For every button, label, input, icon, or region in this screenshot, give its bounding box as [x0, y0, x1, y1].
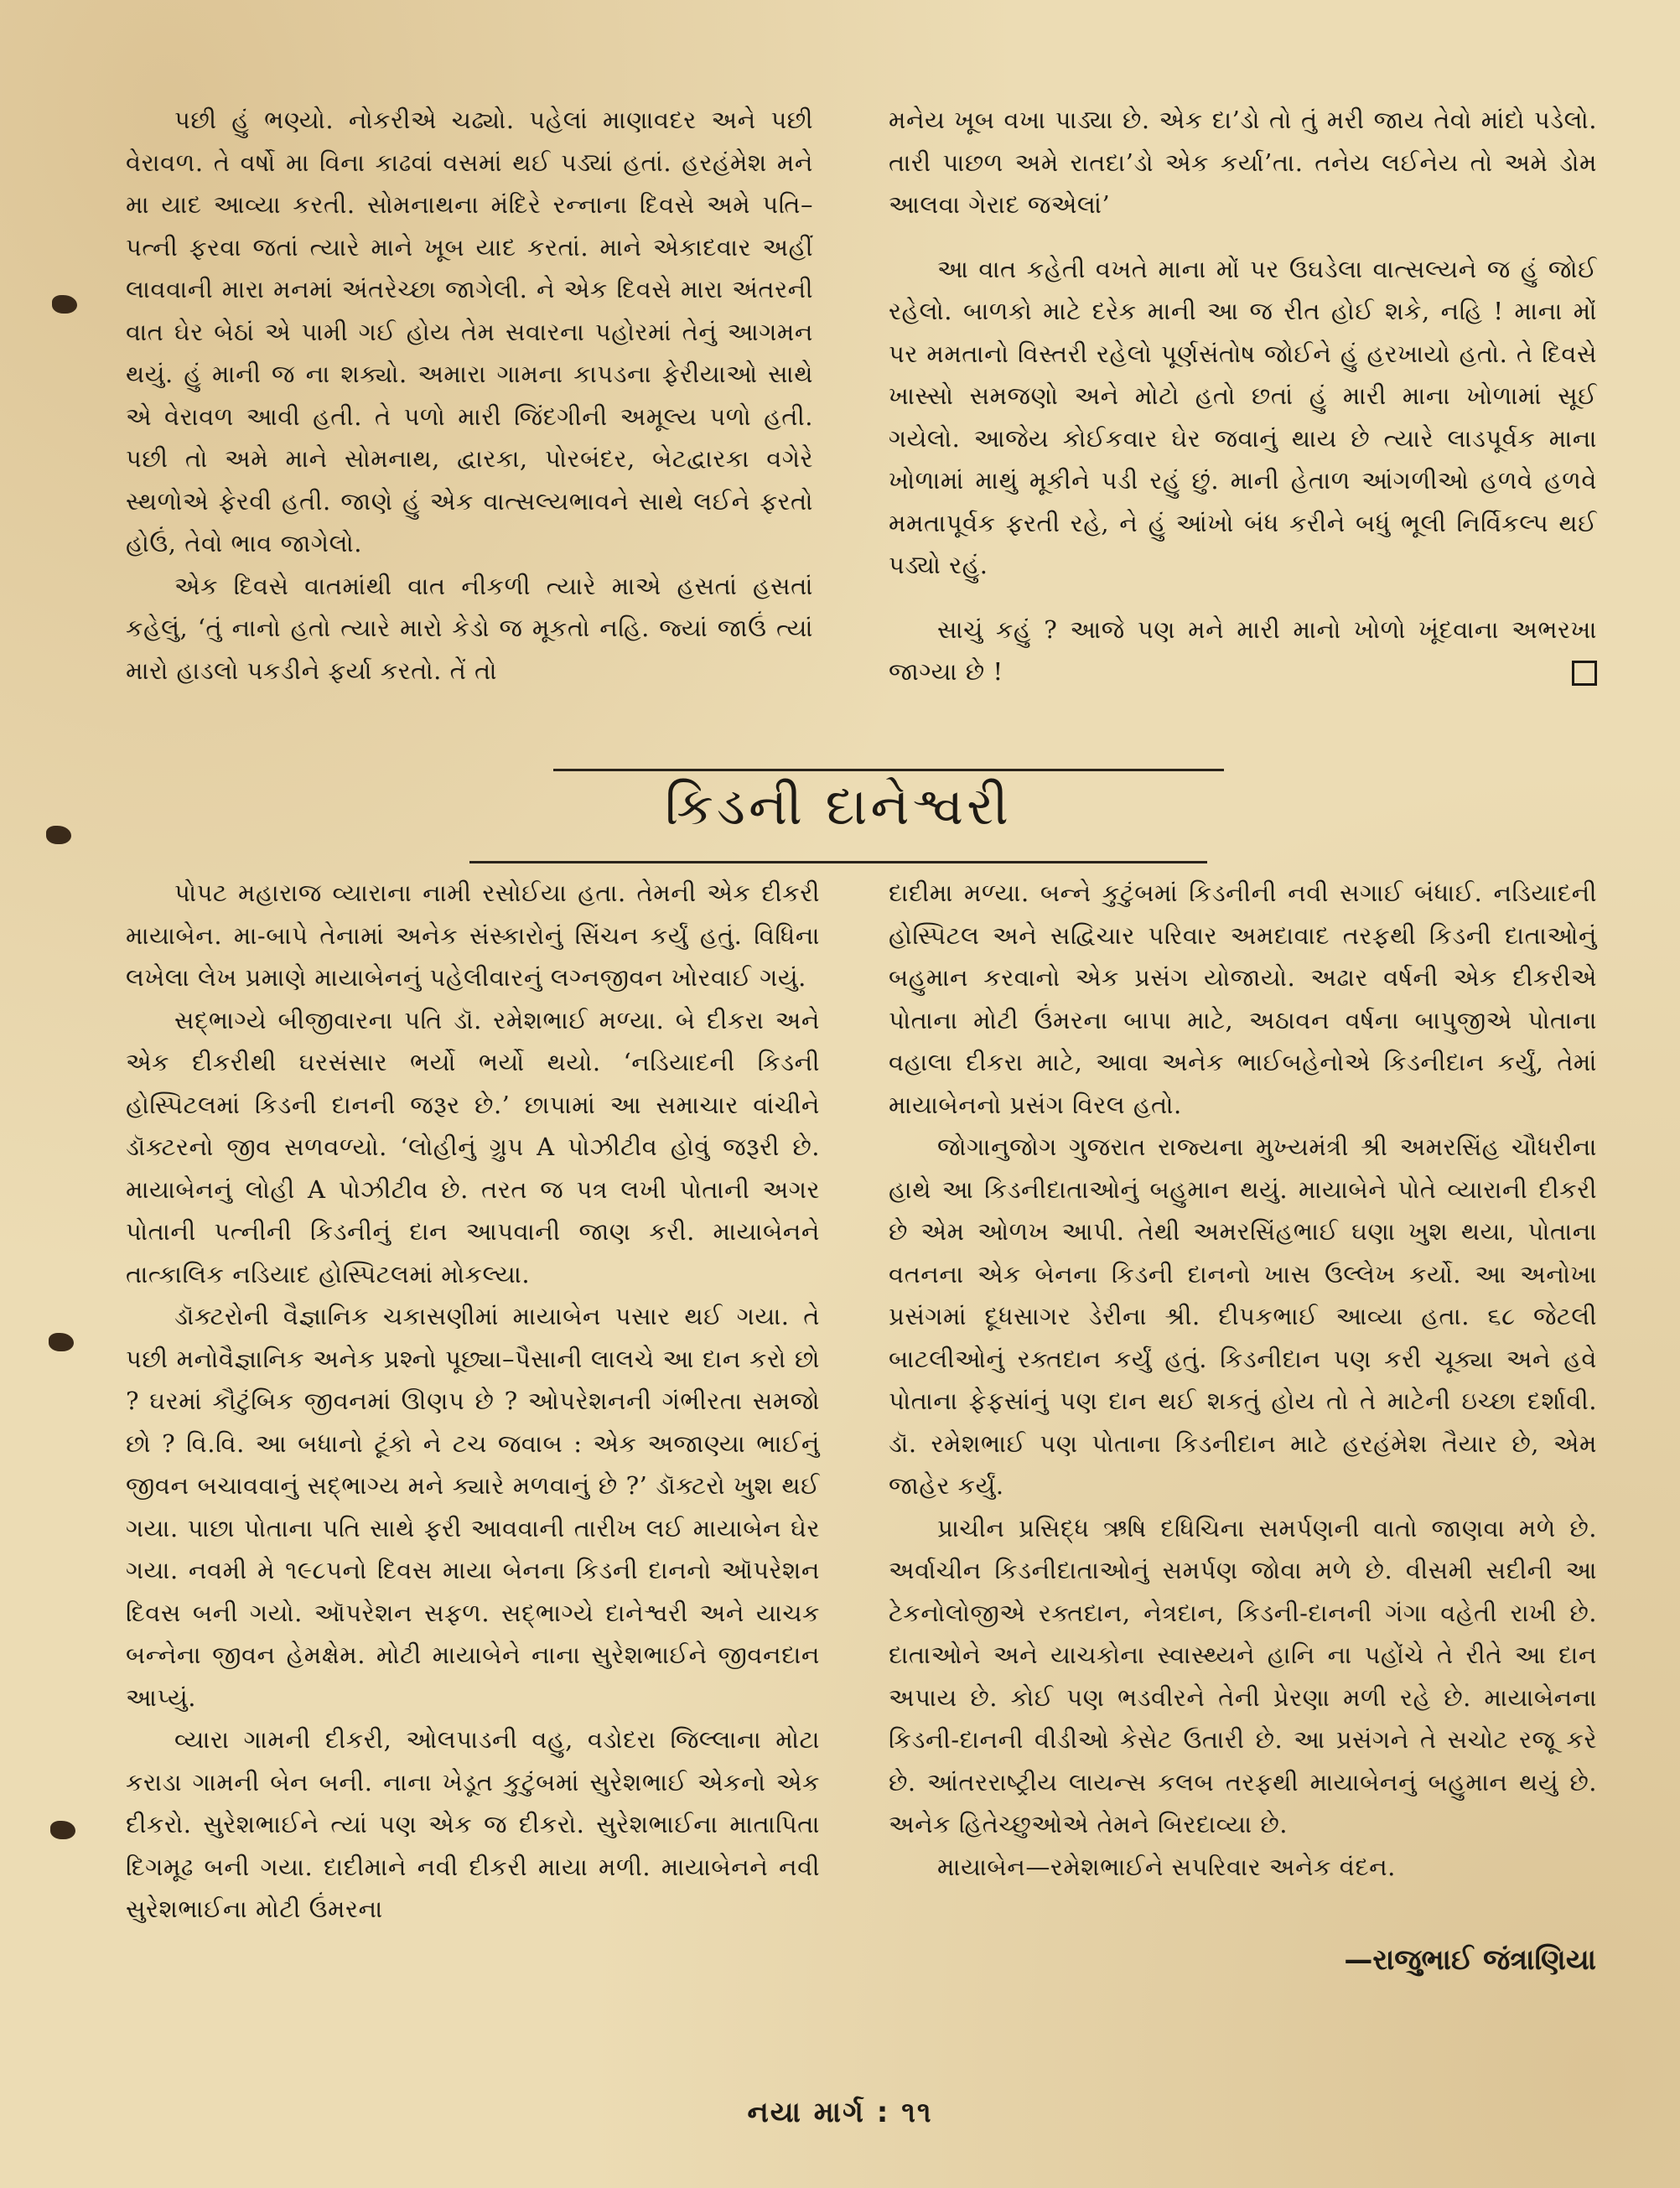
title-bottom-rule	[469, 861, 1207, 863]
body-paragraph: જોગાનુજોગ ગુજરાત રાજ્યના મુખ્યમંત્રી શ્રી અમરસિંહ ચૌધરીના હાથે આ કિડનીદાતાઓનું બહુમાન થયું. માયાબેને પોતે વ્યારાની દીકરી છે એમ ઓળખ આપી. તેથી અમરસિંહભાઈ ઘણા ખુશ થયા, પોતાના વતનના એક બેનના કિડની દાનનો ખાસ ઉલ્લેખ કર્યો. આ અનોખા પ્રસંગમાં દૂધસાગર ડેરીના શ્રી. દીપકભાઈ આવ્યા હતા. ૬૮ જેટલી બાટલીઓનું રક્તદાન કર્યું હતું. કિડનીદાન પણ કરી ચૂક્યા અને હવે પોતાના ફેફસાંનું પણ દાન થઈ શકતું હોય તો તે માટેની ઇચ્છા દર્શાવી. ડૉ. રમેશભાઈ પણ પોતાના કિડનીદાન માટે હરહંમેશ તૈયાર છે, એમ જાહેર કર્યું.	[889, 1133, 1597, 1500]
punch-hole-mark	[50, 1821, 75, 1839]
punch-hole-mark	[46, 826, 71, 844]
body-paragraph: ડૉક્ટરોની વૈજ્ઞાનિક ચકાસણીમાં માયાબેન પસાર થઈ ગયા. તે પછી મનોવૈજ્ઞાનિક અનેક પ્રશ્નો પૂછ્યા–પૈસાની લાલચે આ દાન કરો છો ? ઘરમાં કૌટુંબિક જીવનમાં ઊણપ છે ? ઓપરેશનની ગંભીરતા સમજો છો ? વિ.વિ. આ બધાનો ટૂંકો ને ટચ જવાબ : એક અજાણ્યા ભાઈનું જીવન બચાવવાનું સદ્ભાગ્ય મને ક્યારે મળવાનું છે ?’ ડૉક્ટરો ખુશ થઈ ગયા. પાછા પોતાના પતિ સાથે ફરી આવવાની તારીખ લઈ માયાબેન ઘેર ગયા. નવમી મે ૧૯૮૫નો દિવસ માયા બેનના કિડની દાનનો ઑપરેશન દિવસ બની ગયો. ઑપરેશન સફળ. સદ્ભાગ્યે દાનેશ્વરી અને યાચક બન્નેના જીવન હેમક્ષેમ. મોટી માયાબેને નાના સુરેશભાઈને જીવનદાન આપ્યું.	[126, 1302, 820, 1712]
article-title: કિડની દાનેશ્વરી	[665, 775, 1012, 837]
body-paragraph: પછી હું ભણ્યો. નોકરીએ ચઢ્યો. પહેલાં માણાવદર અને પછી વેરાવળ. તે વર્ષો મા વિના કાઢવાં વસમાં થઈ પડ્યાં હતાં. હરહંમેશ મને મા યાદ આવ્યા કરતી. સોમનાથના મંદિરે રન્નાના દિવસે અમે પતિ–પત્ની ફરવા જતાં ત્યારે માને ખૂબ યાદ કરતાં. માને એકાદવાર અહીં લાવવાની મારા મનમાં અંતરેચ્છા જાગેલી. ને એક દિવસે મારા અંતરની વાત ઘેર બેઠાં એ પામી ગઈ હોય તેમ સવારના પહોરમાં તેનું આગમન થયું. હું માની જ ના શક્યો. અમારા ગામના કાપડના ફેરીયાઓ સાથે એ વેરાવળ આવી હતી. તે પળો મારી જિંદગીની અમૂલ્ય પળો હતી. પછી તો અમે માને સોમનાથ, દ્વારકા, પોરબંદર, બેટદ્વારકા વગેરે સ્થળોએ ફેરવી હતી. જાણે હું એક વાત્સલ્યભાવને સાથે લઈને ફરતો હોઉં, તેવો ભાવ જાગેલો.	[126, 106, 813, 557]
body-paragraph: મનેય ખૂબ વખા પાડ્યા છે. એક દા’ડો તો તું મરી જાય તેવો માંદો પડેલો. તારી પાછળ અમે રાતદા’ડો એક કર્યા’તા. તનેય લઈનેય તો અમે ડોમ આલવા ગેરાદ જએલાં’	[889, 106, 1597, 219]
body-paragraph: આ વાત કહેતી વખતે માના મોં પર ઉઘડેલા વાત્સલ્યને જ હું જોઈ રહેલો. બાળકો માટે દરેક માની આ જ રીત હોઈ શકે, નહિ ! માના મોં પર મમતાનો વિસ્તરી રહેલો પૂર્ણસંતોષ જોઈને હું હરખાયો હતો. તે દિવસે ખાસ્સો સમજણો અને મોટો હતો છતાં હું મારી માના ખોળામાં સૂઈ ગયેલો. આજેય કોઈકવાર ઘેર જવાનું થાય છે ત્યારે લાડપૂર્વક માના ખોળામાં માથું મૂકીને પડી રહું છું. માની હેતાળ આંગળીઓ હળવે હળવે મમતાપૂર્વક ફરતી રહે, ને હું આંખો બંધ કરીને બધું ભૂલી નિર્વિકલ્પ થઈ પડ્યો રહું.	[889, 254, 1597, 579]
article2-left-column	[126, 872, 820, 1931]
body-paragraph: સદ્ભાગ્યે બીજીવારના પતિ ડૉ. રમેશભાઈ મળ્યા. બે દીકરા અને એક દીકરીથી ઘરસંસાર ભર્યો ભર્યો થયો. ‘નડિયાદની કિડની હોસ્પિટલમાં કિડની દાનની જરૂર છે.’ છાપામાં આ સમાચાર વાંચીને ડૉક્ટરનો જીવ સળવળ્યો. ‘લોહીનું ગ્રુપ A પોઝીટીવ હોવું જરૂરી છે. માયાબેનનું લોહી A પોઝીટીવ છે. તરત જ પત્ર લખી પોતાની અગર પોતાની પત્નીની કિડનીનું દાન આપવાની જાણ કરી. માયાબેનને તાત્કાલિક નડિયાદ હોસ્પિટલમાં મોકલ્યા.	[126, 1005, 820, 1288]
article2-right-column	[889, 872, 1597, 1888]
author-signature: —રાજુભાઈ જંત્રાણિયા	[1344, 1943, 1596, 1977]
body-paragraph: પ્રાચીન પ્રસિદ્ધ ઋષિ દધિચિના સમર્પણની વાતો જાણવા મળે છે. અર્વાચીન કિડનીદાતાઓનું સમર્પણ જોવા મળે છે. વીસમી સદીની આ ટેકનોલોજીએ રક્તદાન, નેત્રદાન, કિડની-દાનની ગંગા વહેતી રાખી છે. દાતાઓને અને યાચકોના સ્વાસ્થ્યને હાનિ ના પહોંચે તે રીતે આ દાન અપાય છે. કોઈ પણ ભડવીરને તેની પ્રેરણા મળી રહે છે. માયાબેનના કિડની-દાનની વીડીઓ કેસેટ ઉતારી છે. આ પ્રસંગને તે સચોટ રજૂ કરે છે. આંતરરાષ્ટ્રીય લાયન્સ કલબ તરફથી માયાબેનનું બહુમાન થયું છે. અનેક હિતેચ્છુઓએ તેમને બિરદાવ્યા છે.	[889, 1513, 1597, 1838]
end-of-article-mark	[1572, 661, 1597, 686]
body-paragraph: એક દિવસે વાતમાંથી વાત નીકળી ત્યારે માએ હસતાં હસતાં કહેલું, ‘તું નાનો હતો ત્યારે મારો કેડો જ મૂકતો નહિ. જ્યાં જાઉં ત્યાં મારો હાડલો પકડીને ફર્યા કરતો. તેં તો	[126, 571, 813, 685]
title-top-rule	[553, 769, 1224, 771]
page-footer: નયા માર્ગ : ૧૧	[747, 2096, 933, 2129]
article1-right-column	[889, 99, 1597, 693]
body-paragraph-last	[889, 609, 1597, 693]
punch-hole-mark	[52, 295, 77, 314]
body-paragraph: દાદીમા મળ્યા. બન્ને કુટુંબમાં કિડનીની નવી સગાઈ બંધાઈ. નડિયાદની હોસ્પિટલ અને સદ્વિચાર પરિવાર અમદાવાદ તરફથી કિડની દાતાઓનું બહુમાન કરવાનો એક પ્રસંગ યોજાયો. અઢાર વર્ષની એક દીકરીએ પોતાના મોટી ઉંમરના બાપા માટે, અઠાવન વર્ષના બાપુજીએ પોતાના વહાલા દીકરા માટે, આવા અનેક ભાઈબહેનોએ કિડનીદાન કર્યું, તેમાં માયાબેનનો પ્રસંગ વિરલ હતો.	[889, 879, 1597, 1119]
body-paragraph: પોપટ મહારાજ વ્યારાના નામી રસોઈયા હતા. તેમની એક દીકરી માયાબેન. મા-બાપે તેનામાં અનેક સંસ્કારોનું સિંચન કર્યું હતું. વિધિના લખેલા લેખ પ્રમાણે માયાબેનનું પહેલીવારનું લગ્નજીવન ખોરવાઈ ગયું.	[126, 879, 820, 992]
closing-line: સાચું કહું ? આજે પણ મને મારી માનો ખોળો ખૂંદવાના અભરખા જાગ્યા છે !	[889, 614, 1597, 686]
body-paragraph: વ્યારા ગામની દીકરી, ઓલપાડની વહુ, વડોદરા જિલ્લાના મોટા કરાડા ગામની બેન બની. નાના ખેડૂત કુટુંબમાં સુરેશભાઈ એકનો એક દીકરો. સુરેશભાઈને ત્યાં પણ એક જ દીકરો. સુરેશભાઈના માતાપિતા દિગમૂઢ બની ગયા. દાદીમાને નવી દીકરી માયા મળી. માયાબેનને નવી સુરેશભાઈના મોટી ઉંમરના	[126, 1725, 820, 1923]
body-paragraph: માયાબેન—રમેશભાઈને સપરિવાર અનેક વંદન.	[937, 1852, 1396, 1881]
article1-left-column	[126, 99, 813, 692]
punch-hole-mark	[49, 1333, 74, 1351]
